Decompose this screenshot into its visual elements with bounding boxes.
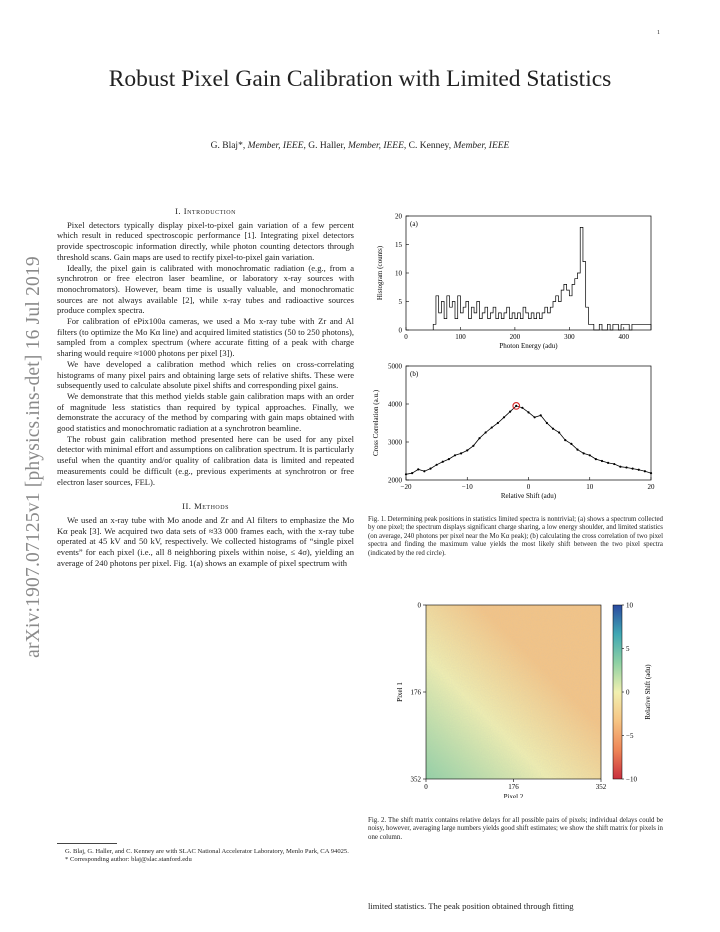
data-point <box>601 460 603 462</box>
y-tick-label: 5000 <box>388 362 402 371</box>
fig2-caption: Fig. 2. The shift matrix contains relative delays for all possible pairs of pixels; individual delays could be noisy, however, averaging large numbers yields good shift estimates; we show the shift matrix for pixels in one column. <box>368 817 663 841</box>
data-point <box>478 437 480 439</box>
colorbar <box>613 605 622 779</box>
intro-paragraph: Ideally, the pixel gain is calibrated with monochromatic radiation (e.g., from a synchrotron or free electron laser beamline, or laboratory x-ray sources with monochromators). However, beam time is usually valuable, and monochromatic sources are not always available [2], while x-ray tubes and radioactive sources produce complex spectra. <box>57 262 354 316</box>
data-point <box>423 470 425 472</box>
intro-paragraph: The robust gain calibration method presented here can be used for any pixel detector with minimal effort and assumptions on calibration spectrum. It is particularly useful when the quantity and/or quality of calibration data is limited and repeated measurements could be difficult (e.g., previous experiments at synchrotron or free electron laser sources, FEL). <box>57 433 355 487</box>
author-role: Member, IEEE <box>247 141 304 151</box>
data-point <box>540 414 542 416</box>
intro-paragraph: For calibration of ePix100a cameras, we used a Mo x-ray tube with Zr and Al filters (to optimize the Mo Kα line) and acquired limited statistics (50 to 250 photons), sampled from a complex spectrum (where accurate fitting of a peak with charge sharing would require ≈1000 photons per pixel [3]). <box>57 316 354 359</box>
x-tick-label: −10 <box>461 483 473 491</box>
y-axis-label: Pixel 1 <box>396 682 404 702</box>
x-tick-label: 100 <box>455 333 466 341</box>
x-tick-label: 400 <box>618 333 630 341</box>
data-point <box>644 470 646 472</box>
data-point <box>570 443 572 445</box>
colorbar-tick-label: −10 <box>626 775 637 784</box>
data-point <box>436 464 438 466</box>
data-point <box>485 431 487 433</box>
y-tick-label: 0 <box>417 601 421 610</box>
page-number: 1 <box>657 30 660 36</box>
x-tick-label: 200 <box>509 333 521 341</box>
y-tick-label: 2000 <box>388 476 402 485</box>
data-point <box>564 439 566 441</box>
chart-cross-correlation <box>366 362 666 512</box>
arxiv-stamp-text: arXiv:1907.07125v1 [physics.ins-det] 16 Jul 2019 <box>23 256 44 658</box>
data-point <box>558 431 560 433</box>
y-tick-label: 4000 <box>388 400 402 409</box>
chart-histogram <box>366 210 666 360</box>
intro-paragraph: We have developed a calibration method which relies on cross-correlating histograms of many pixel pairs and obtaining large sets of relative shifts. These were subsequently used to calculate absolute pixel shifts and corresponding pixel gains. <box>57 358 354 391</box>
x-tick-label: 300 <box>564 333 575 341</box>
data-point <box>607 462 609 464</box>
y-tick-label: 15 <box>395 241 402 249</box>
left-column <box>57 206 354 569</box>
colorbar-tick-label: 5 <box>626 645 630 653</box>
colorbar-tick-label: −5 <box>626 732 634 740</box>
data-point <box>619 466 621 468</box>
panel-label: (b) <box>410 370 419 378</box>
author-role: Member, IEEE <box>347 141 404 151</box>
footnote-affiliation: G. Blaj, G. Haller, and C. Kenney are with SLAC National Accelerator Laboratory, Menlo Park, CA 94025. <box>65 848 349 855</box>
data-point <box>515 405 517 407</box>
data-point <box>521 407 523 409</box>
y-tick-label: 176 <box>410 688 421 697</box>
data-point <box>472 445 474 447</box>
data-point <box>503 416 505 418</box>
x-tick-label: 20 <box>647 483 655 491</box>
heatmap-noise <box>426 605 601 779</box>
x-tick-label: 0 <box>424 783 428 791</box>
y-tick-label: 3000 <box>388 438 402 447</box>
author-line: G. Blaj*, Member, IEEE, G. Haller, Member, IEEE, C. Kenney, Member, IEEE <box>210 141 510 151</box>
author-role: Member, IEEE <box>453 141 510 151</box>
right-column-text: limited statistics. The peak position obtained through fitting <box>368 901 574 911</box>
data-point <box>442 461 444 463</box>
methods-paragraph: We used an x-ray tube with Mo anode and Zr and Al filters to emphasize the Mo Kα peak [3]. We acquired two data sets of ≈33 000 frames each, with the x-ray tube operated at 45 kV and 50 kV, respectively. We collected histograms of “single pixel events” for each pixel (i.e., all 8 neighboring pixels within noise, ≤ 4σ), yielding an average of 240 photons per pixel. Fig. 1(a) shows an example of pixel spectrum with <box>57 514 354 568</box>
author-name: G. Blaj* <box>210 141 243 151</box>
y-tick-label: 20 <box>395 212 402 221</box>
colorbar-tick-label: 10 <box>626 601 633 610</box>
data-point <box>613 463 615 465</box>
data-point <box>460 452 462 454</box>
data-point <box>411 472 413 474</box>
y-tick-label: 5 <box>398 298 402 306</box>
footnote-corresponding: * Corresponding author: blaj@slac.stanford.edu <box>65 856 192 863</box>
data-point <box>429 468 431 470</box>
data-point <box>583 452 585 454</box>
author-name: G. Haller <box>308 141 344 151</box>
intro-paragraph: We demonstrate that this method yields stable gain calibration maps with an order of magnitude less statistics than required by typical approaches. Finally, we demonstrate the accuracy of the method by comparing with gain maps obtained with good statistics and monochromatic radiation at a synchrotron beamline. <box>57 390 354 434</box>
panel-label: (a) <box>410 220 418 228</box>
x-tick-label: 10 <box>586 483 594 491</box>
data-point <box>632 468 634 470</box>
histogram-series <box>433 227 651 330</box>
y-tick-label: 352 <box>410 775 421 784</box>
x-axis-label: Pixel 2 <box>503 793 524 798</box>
x-tick-label: 0 <box>404 333 408 341</box>
data-point <box>527 411 529 413</box>
data-point <box>497 422 499 424</box>
x-axis-label: Photon Energy (adu) <box>499 342 558 350</box>
data-point <box>576 449 578 451</box>
methods-heading: II. Methods <box>182 501 229 512</box>
plot-frame <box>406 366 651 480</box>
paper-title: Robust Pixel Gain Calibration with Limited Statistics <box>108 66 612 92</box>
y-axis-label: Cross Correlation (a.u.) <box>372 389 380 457</box>
footnotes <box>57 848 354 864</box>
fig1-caption: Fig. 1. Determining peak positions in statistics limited spectra is nontrivial; (a) shows a spectrum collected by one pixel; the spectrum displays significant charge sharing, a low energy shoulder, and limited statistics (on average, 240 photons per pixel near the Mo Kα peak); (b) calculating the cross correlation of two pixel spectra and finding the maximum value yields the most likely shift between the two pixel spectra (indicated by the red circle). <box>368 516 663 557</box>
x-tick-label: 352 <box>595 783 607 791</box>
data-point <box>552 428 554 430</box>
data-point <box>454 454 456 456</box>
arxiv-stamp <box>14 247 54 667</box>
y-axis-label: Histogram (counts) <box>376 245 384 301</box>
data-point <box>491 426 493 428</box>
colorbar-label: Relative Shift (adu) <box>644 664 652 720</box>
data-point <box>448 458 450 460</box>
intro-heading: I. Introduction <box>175 206 236 216</box>
y-tick-label: 10 <box>395 269 402 278</box>
x-axis-label: Relative Shift (adu) <box>500 492 557 500</box>
data-point <box>625 466 627 468</box>
data-point <box>546 422 548 424</box>
x-tick-label: 176 <box>508 783 519 791</box>
x-tick-label: 0 <box>526 483 531 491</box>
data-point <box>405 473 407 475</box>
author-name: C. Kenney <box>408 141 449 151</box>
footnote-rule <box>57 843 117 844</box>
data-point <box>534 416 536 418</box>
data-point <box>417 468 419 470</box>
chart-shift-matrix <box>376 593 666 798</box>
data-point <box>589 454 591 456</box>
y-tick-label: 0 <box>398 326 402 335</box>
data-point <box>650 472 652 474</box>
colorbar-tick-label: 0 <box>626 688 630 697</box>
data-point <box>638 469 640 471</box>
data-point <box>466 449 468 451</box>
data-point <box>595 458 597 460</box>
data-point <box>509 411 511 413</box>
intro-paragraph: Pixel detectors typically display pixel-to-pixel gain variation of a few percent which result in reduced spectroscopic performance [1]. Integrating pixel detectors provide spectroscopic information directly, while photon counting detectors through threshold scans. Gain maps are used to rectify pixel-to-pixel gain variation. <box>57 219 354 262</box>
x-tick-label: −20 <box>400 483 412 491</box>
